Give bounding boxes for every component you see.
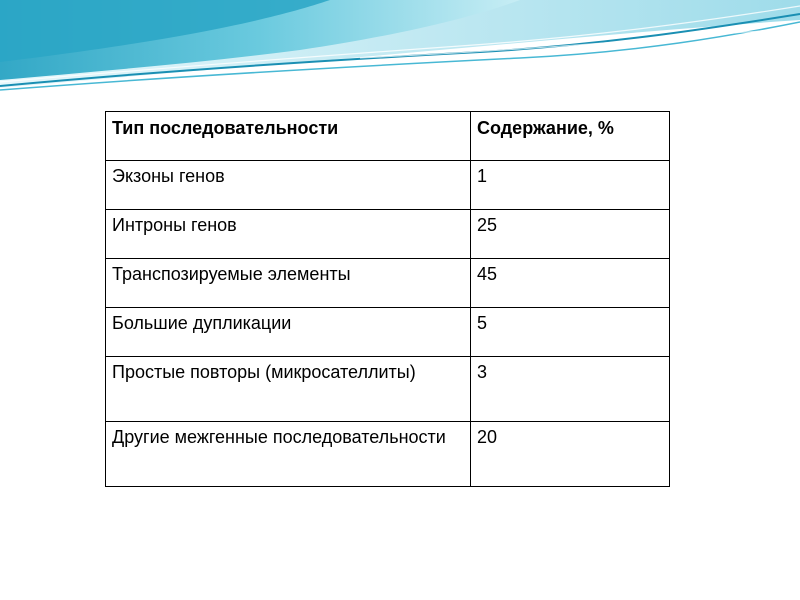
header-sequence-type: Тип последовательности <box>106 112 471 161</box>
table-row <box>106 210 670 259</box>
cell-content-percent: 1 <box>471 161 670 210</box>
decorative-wave-header <box>0 0 800 95</box>
table-row <box>106 259 670 308</box>
cell-sequence-type: Простые повторы (микросателлиты) <box>106 357 471 422</box>
cell-content-percent: 20 <box>471 422 670 487</box>
table-row <box>106 357 670 422</box>
header-content-percent: Содержание, % <box>471 112 670 161</box>
cell-content-percent: 25 <box>471 210 670 259</box>
table-row <box>106 308 670 357</box>
cell-sequence-type: Транспозируемые элементы <box>106 259 471 308</box>
cell-sequence-type: Большие дупликации <box>106 308 471 357</box>
table-row <box>106 422 670 487</box>
cell-content-percent: 45 <box>471 259 670 308</box>
table-row <box>106 161 670 210</box>
cell-content-percent: 5 <box>471 308 670 357</box>
cell-sequence-type: Экзоны генов <box>106 161 471 210</box>
cell-sequence-type: Интроны генов <box>106 210 471 259</box>
cell-sequence-type: Другие межгенные последовательности <box>106 422 471 487</box>
sequence-content-table <box>105 111 670 487</box>
table-header-row <box>106 112 670 161</box>
table-container <box>105 111 669 487</box>
cell-content-percent: 3 <box>471 357 670 422</box>
